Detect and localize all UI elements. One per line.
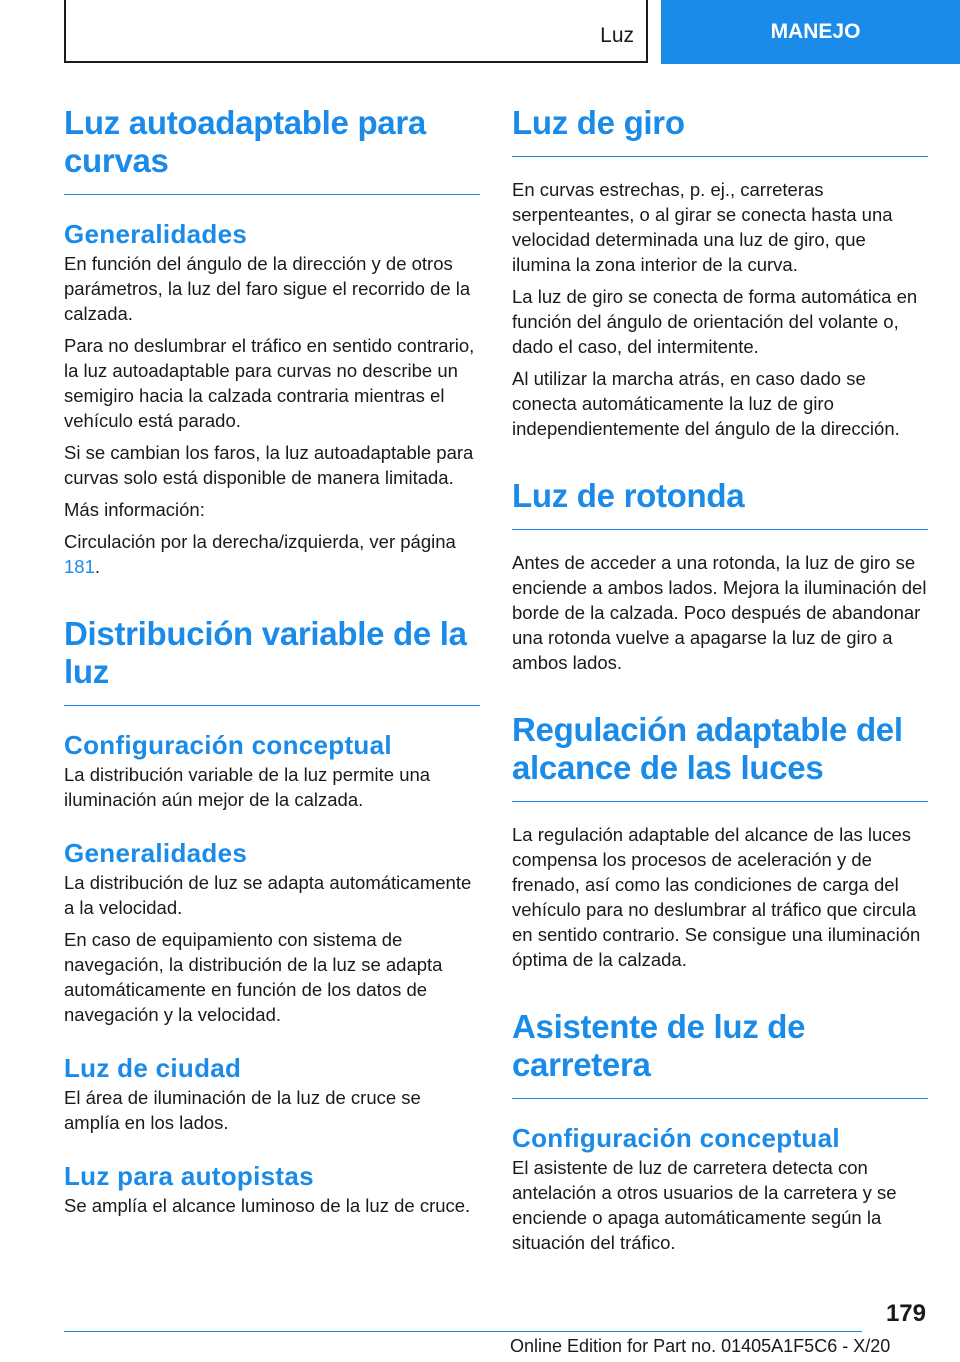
- heading-turn-light: Luz de giro: [512, 104, 685, 141]
- heading-curve-light: Luz autoadaptable para curvas: [64, 104, 426, 179]
- paragraph: Más información:: [64, 499, 205, 520]
- paragraph: Para no deslumbrar el tráfico en sentido contrario, la luz autoadaptable para curvas no describe un semigiro hacia la calzada contraria mientras el vehículo está parado.: [64, 335, 475, 431]
- paragraph: En función del ángulo de la dirección y de otros parámetros, la luz del faro sigue el recorrido de la calzada.: [64, 253, 471, 324]
- heading-rule: [512, 801, 928, 802]
- paragraph: La distribución variable de la luz permite una iluminación aún mejor de la calzada.: [64, 764, 431, 810]
- paragraph: En curvas estrechas, p. ej., carreteras serpenteantes, o al girar se conecta hasta una velocidad determinada una luz de giro, que ilumina la zona interior de la curva.: [512, 179, 893, 275]
- header-section-title: Luz: [600, 24, 634, 47]
- paragraph: Se amplía el alcance luminoso de la luz de cruce.: [64, 1195, 471, 1216]
- heading-rule: [64, 705, 480, 706]
- paragraph: El área de iluminación de la luz de cruce se amplía en los lados.: [64, 1087, 421, 1133]
- footer-edition: Online Edition for Part no. 01405A1F5C6 - X/20: [510, 1336, 891, 1356]
- heading-rule: [512, 1098, 928, 1099]
- heading-rule: [512, 156, 928, 157]
- subheading-concept: Configuración conceptual: [64, 730, 392, 760]
- paragraph: Si se cambian los faros, la luz autoadaptable para curvas solo está disponible de manera limitada.: [64, 442, 474, 488]
- paragraph: Al utilizar la marcha atrás, en caso dado se conecta automáticamente la luz de giro independientemente del ángulo de la dirección.: [512, 368, 900, 439]
- subheading-general: Generalidades: [64, 838, 248, 868]
- paragraph: El asistente de luz de carretera detecta con antelación a otros usuarios de la carretera y se enciende o apaga automáticamente según la situación del tráfico.: [512, 1157, 897, 1253]
- page-number: 179: [885, 1300, 926, 1327]
- paragraph: La regulación adaptable del alcance de las luces compensa los procesos de aceleración y de frenado, así como las condiciones de carga del vehículo para no deslumbrar al tráfico que circula en sentido contrario. Se consigue una iluminación óptima de la calzada.: [512, 824, 921, 970]
- heading-roundabout-light: Luz de rotonda: [512, 477, 745, 514]
- heading-high-beam-assistant: Asistente de luz de carretera: [512, 1008, 806, 1083]
- subheading-highway-light: Luz para autopistas: [64, 1161, 314, 1191]
- page-reference-link[interactable]: 181: [64, 556, 95, 577]
- heading-variable-distribution: Distribución variable de la luz: [64, 615, 467, 690]
- heading-adaptive-range: Regulación adaptable del alcance de las luces: [512, 711, 903, 786]
- paragraph: La luz de giro se conecta de forma automática en función del ángulo de orientación del volante o, dado el caso, del intermitente.: [512, 286, 918, 357]
- chapter-tab[interactable]: MANEJO: [661, 0, 960, 64]
- paragraph-with-link: Circulación por la derecha/izquierda, ver página 181.: [64, 531, 456, 577]
- header-frame: [64, 0, 648, 63]
- heading-rule: [512, 529, 928, 530]
- subheading-city-light: Luz de ciudad: [64, 1053, 242, 1083]
- heading-rule: [64, 194, 480, 195]
- subheading-concept: Configuración conceptual: [512, 1123, 840, 1153]
- paragraph: Antes de acceder a una rotonda, la luz de giro se enciende a ambos lados. Mejora la iluminación del borde de la calzada. Poco después de abandonar una rotonda vuelve a apagarse la luz de giro a ambos lados.: [512, 552, 927, 673]
- paragraph-text: Circulación por la derecha/izquierda, ver página: [64, 531, 456, 552]
- paragraph: En caso de equipamiento con sistema de navegación, la distribución de la luz se adapta automáticamente en función de los datos de navegación y la velocidad.: [64, 929, 443, 1025]
- subheading-general: Generalidades: [64, 219, 248, 249]
- right-column: [512, 104, 928, 1262]
- paragraph: La distribución de luz se adapta automáticamente a la velocidad.: [64, 872, 472, 918]
- left-column: [64, 104, 480, 1225]
- footer-rule: [64, 1331, 862, 1332]
